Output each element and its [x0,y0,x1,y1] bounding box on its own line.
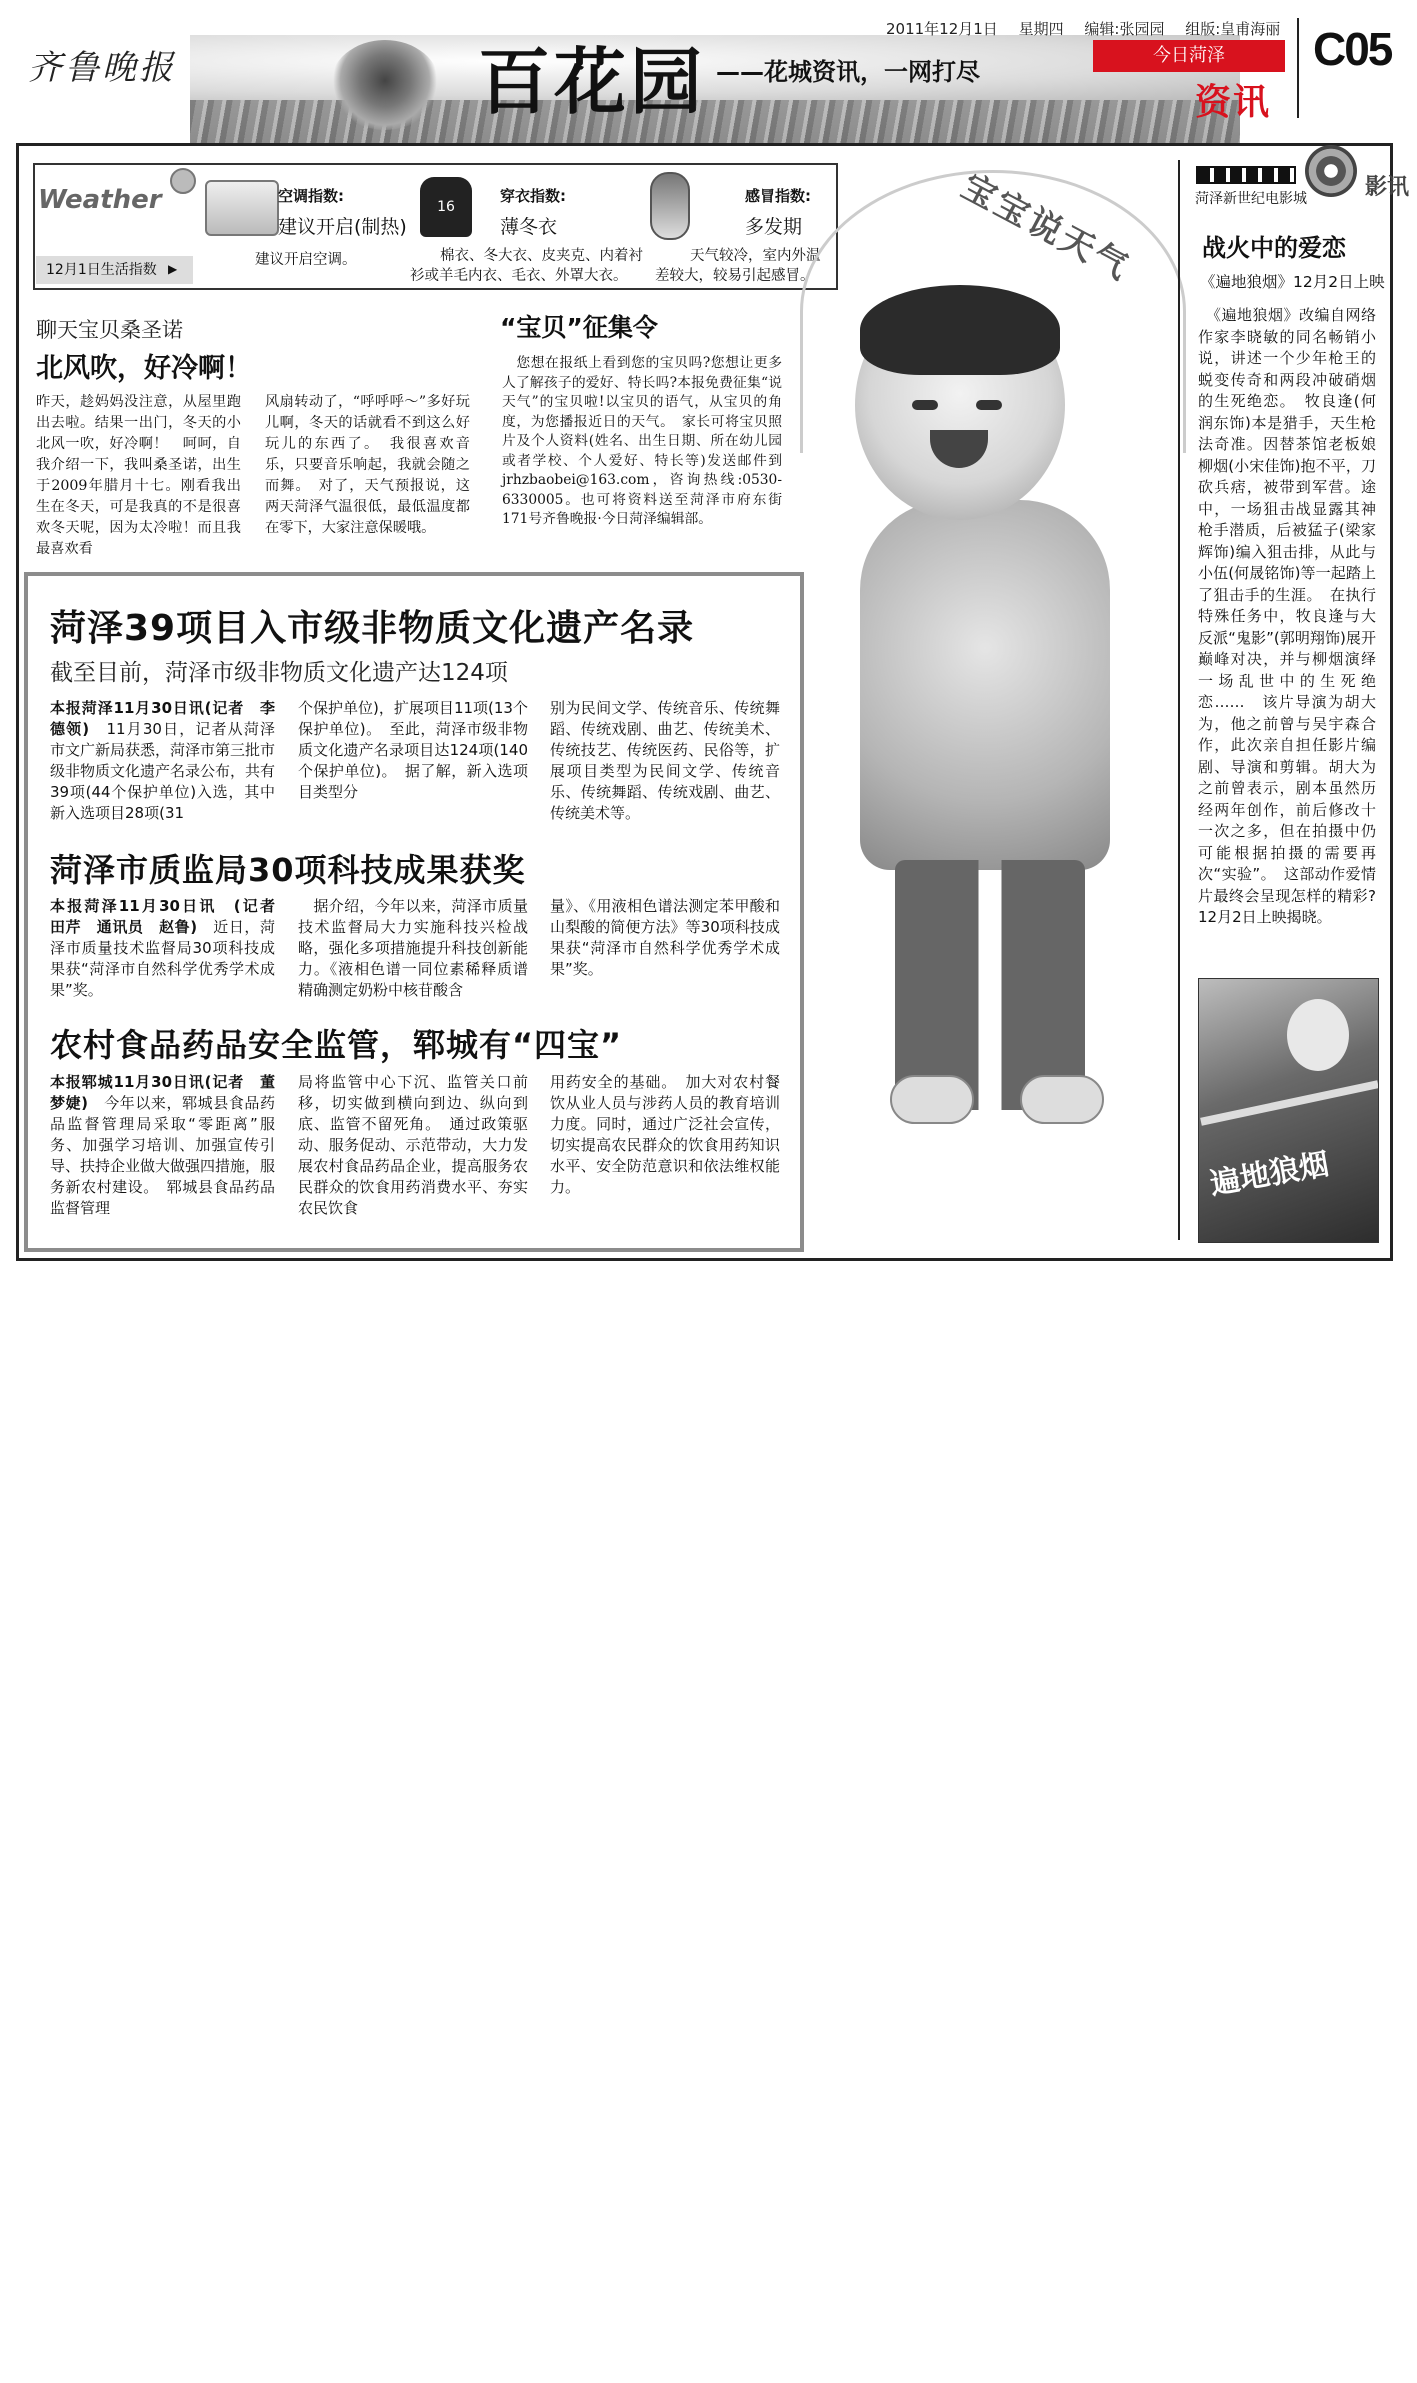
news-1-col1 [50,698,275,824]
sweater-icon: 16 [420,177,472,237]
news-1-subhead: 截至目前，菏泽市级非物质文化遗产达124项 [50,660,508,686]
cold-index-label: 感冒指数: [745,187,811,205]
news-2-lead: 本报菏泽11月30日讯 (记者 田芹 通讯员 赵鲁) [50,897,291,936]
issue-meta [886,18,1296,39]
peony-flower-icon [330,40,440,130]
news-3-col2: 局将监管中心下沉、监管关口前移，切实做到横向到边、纵向到底、监管不留死角。 通过政策驱动、服务促动、示范带动，大力发展农村食品药品企业，提高服务农民群众的饮食用药消费水平、夯实农民饮食 [298,1073,528,1217]
page-number: C05 [1313,23,1392,75]
baby-feature-title: 宝宝说天气 [954,166,1137,289]
air-conditioner-icon [205,180,279,236]
film-reel-icon [1305,145,1357,197]
news-3-col1 [50,1072,275,1219]
film-news-label: 影讯 [1365,175,1410,200]
section-name: 资讯 [1195,82,1272,123]
ac-index-value: 建议开启(制热) [278,216,407,238]
issue-date: 2011年12月1日 [886,20,998,38]
news-1-col3: 别为民间文学、传统音乐、传统舞蹈、传统戏剧、曲艺、传统美术、传统技艺、传统医药、民俗等，扩展项目类型为民间文学、传统音乐、传统舞蹈、传统戏剧、曲艺、传统美术等。 [550,699,780,822]
news-3-headline: 农村食品药品安全监管，郓城有“四宝” [50,1026,623,1064]
poster-streak [1200,1080,1379,1125]
today-heze-badge: 今日菏泽 [1093,40,1285,72]
clothing-index-desc-1: 棉衣、冬大衣、皮夹克、内着衬 [440,248,643,264]
sun-icon [170,168,196,194]
header-divider [1297,18,1299,118]
issue-editor: 编辑:张园园 [1084,20,1165,38]
baby-photo-legs [895,860,1085,1110]
movie-release-date: 《遍地狼烟》12月2日上映 [1200,273,1385,291]
clothing-index-desc-2: 衫或羊毛内衣、毛衣、外罩大衣。 [410,268,628,284]
news-2-col1-text: 近日，菏泽市质量技术监督局30项科技成果获“菏泽市自然科学优秀学术成果”奖。 [50,918,275,999]
call-story-headline: “宝贝”征集令 [500,313,658,342]
weather-date-label: 12月1日生活指数 [36,256,193,284]
ac-index-label: 空调指数: [278,187,344,205]
section-title: 百花园 [478,39,707,124]
cold-index-desc-2: 差较大，较易引起感冒。 [655,268,815,284]
baby-photo-eye-right [976,400,1002,410]
baby-photo-eye-left [912,400,938,410]
news-1-lead: 本报菏泽11月30日讯(记者 李德领) [50,699,275,738]
cinema-name: 菏泽新世纪电影城 [1195,191,1307,207]
movie-body: 《遍地狼烟》改编自网络作家李晓敏的同名畅销小说，讲述一个少年枪王的蜕变传奇和两段冲破硝烟的生死绝恋。 牧良逢(何润东饰)本是猎手，天生枪法奇准。因替茶馆老板娘柳烟(小宋佳饰)抱不平，刀砍兵痞，被带到军营。途中，一场狙击战显露其神枪手潜质，后被猛子(梁家辉饰)编入狙击排，从此与小伍(何晟铭饰)等一起踏上了狙击手的生涯。 在执行特殊任务中，牧良逢与大反派“鬼影”(郭明翔饰)展开巅峰对决，并与柳烟演绎一场乱世中的生死绝恋…… 该片导演为胡大为，他之前曾与吴宇森合作，此次亲自担任影片编剧、导演和剪辑。胡大为之前曾表示，剧本虽然历经两年创作，前后修改十一次之多，但在拍摄中仍可能根据拍摄的需要再次“实验”。 这部动作爱情片最终会呈现怎样的精彩?12月2日上映揭晓。 [1198,306,1376,926]
issue-weekday: 星期四 [1018,20,1064,38]
news-2-col3: 量》、《用液相色谱法测定苯甲酸和山梨酸的简便方法》等30项科技成果获“菏泽市自然科学优秀学术成果”奖。 [550,897,780,978]
movie-headline: 战火中的爱恋 [1202,234,1346,262]
film-strip-icon [1196,166,1296,184]
baby-photo-body [860,500,1110,870]
cold-index-desc-1: 天气较冷，室内外温 [690,248,821,264]
news-2-col1 [50,896,291,1001]
movie-poster [1198,978,1379,1243]
baby-photo-shoe-right [1020,1075,1104,1124]
cold-index-value: 多发期 [745,216,803,238]
news-3-col1-text: 今年以来，郓城县食品药品监督管理局采取“零距离”服务、加强学习培训、加强宣传引导、扶持企业做大做强四措施，服务新农村建设。 郓城县食品药品监督管理 [50,1094,276,1217]
arrow-right-icon: ▶ [168,262,178,276]
chat-story-headline: 北风吹，好冷啊！ [36,353,252,384]
news-3-col3: 用药安全的基础。 加大对农村餐饮从业人员与涉药人员的教育培训力度。同时，通过广泛社会宣传，切实提高农民群众的饮食用药知识水平、安全防范意识和依法维权能力。 [550,1073,780,1196]
poster-face [1287,999,1349,1071]
news-2-headline: 菏泽市质监局30项科技成果获奖 [50,851,526,889]
news-2-col2: 据介绍，今年以来，菏泽市质量技术监督局大力实施科技兴检战略，强化多项措施提升科技创新能力。《液相色谱一同位素稀释质谱精确测定奶粉中核苷酸含 [298,897,528,999]
clothing-index-value: 薄冬衣 [500,216,558,238]
issue-layout: 组版:皇甫海丽 [1185,20,1281,38]
chat-story-kicker: 聊天宝贝桑圣诺 [36,318,183,342]
pill-icon [650,172,690,240]
weather-logo: Weather [38,185,162,215]
news-3-lead: 本报郓城11月30日讯(记者 董梦婕) [50,1073,275,1112]
news-1-col1-text: 11月30日，记者从菏泽市文广新局获悉，菏泽市第三批市级非物质文化遗产名录公布，共有39项(44个保护单位)入选，其中新入选项目28项(31 [50,720,276,822]
baby-photo-hair [860,285,1060,375]
news-1-col2: 个保护单位)，扩展项目11项(13个保护单位)。 至此，菏泽市级非物质文化遗产名录项目达124项(140个保护单位)。 据了解，新入选项目类型分 [298,699,528,801]
poster-title: 遍地狼烟 [1207,1146,1332,1203]
call-story-body: 您想在报纸上看到您的宝贝吗?您想让更多人了解孩子的爱好、特长吗?本报免费征集“说天气”的宝贝啦!以宝贝的语气，从宝贝的角度，为您播报近日的天气。 家长可将宝贝照片及个人资料(姓名、出生日期、所在幼儿园或者学校、个人爱好、特长等)发送邮件到jrhzbaobei@163.com，咨询热线:0530-6330005。也可将资料送至菏泽市府东街171号齐鲁晚报·今日菏泽编辑部。 [502,355,782,527]
chat-story-col1: 昨天，趁妈妈没注意，从屋里跑出去啦。结果一出门，冬天的小北风一吹，好冷啊！ 呵呵，自我介绍一下，我叫桑圣诺，出生于2009年腊月十七。刚看我出生在冬天，可是我真的不是很喜欢冬天呢，因为太冷啦！而且我最喜欢看 [36,394,241,557]
news-1-headline: 菏泽39项目入市级非物质文化遗产名录 [50,608,695,649]
ac-index-desc: 建议开启空调。 [255,252,357,268]
baby-photo-shoe-left [890,1075,974,1124]
newspaper-logo: 齐鲁晚报 [28,48,176,88]
right-column-divider [1178,160,1180,1240]
section-slogan: ——花城资讯，一网打尽 [716,58,980,86]
clothing-index-label: 穿衣指数: [500,187,566,205]
chat-story-col2: 风扇转动了，“呼呼呼～”多好玩儿啊，冬天的话就看不到这么好玩儿的东西了。 我很喜欢音乐，只要音乐响起，我就会随之而舞。 对了，天气预报说，这两天菏泽气温很低，最低温度都在零下，大家注意保暖哦。 [265,394,470,536]
